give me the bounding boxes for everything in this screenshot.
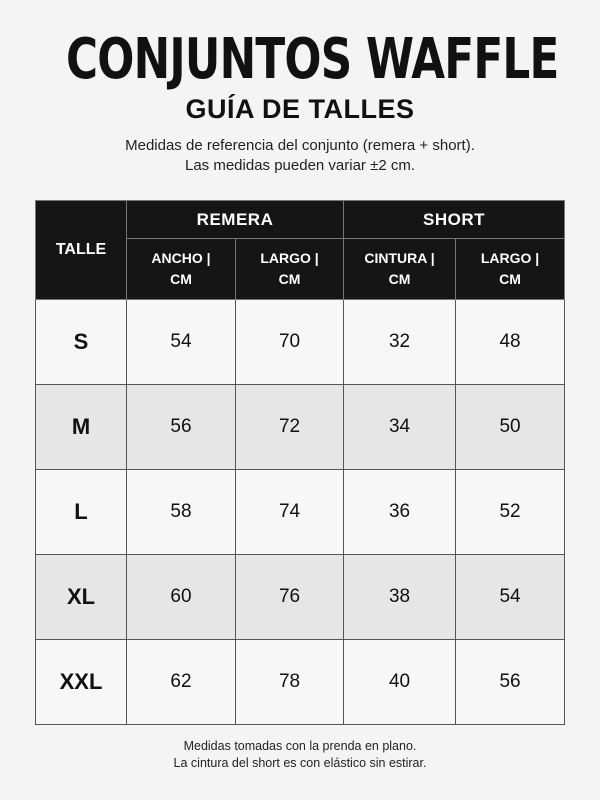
table-row [36, 385, 565, 470]
value-cell: 74 [236, 470, 344, 555]
header-group-remera: REMERA [127, 201, 344, 239]
value-cell: 40 [344, 640, 456, 725]
value-cell: 72 [236, 385, 344, 470]
description [0, 136, 600, 176]
header-largo-remera: LARGO | CM [236, 239, 344, 300]
header-group-short: SHORT [344, 201, 565, 239]
table-row [36, 555, 565, 640]
header-cintura: CINTURA | CM [344, 239, 456, 300]
footer-note-line: La cintura del short es con elástico sin estirar. [173, 756, 427, 770]
value-cell: 58 [127, 470, 236, 555]
footer-note [0, 738, 600, 772]
page-title: CONJUNTOS WAFFLE [66, 27, 559, 92]
size-cell: XL [36, 555, 127, 640]
value-cell: 52 [456, 470, 565, 555]
size-cell: M [36, 385, 127, 470]
description-line: Las medidas pueden variar ±2 cm. [184, 157, 416, 174]
table-row [36, 300, 565, 385]
value-cell: 70 [236, 300, 344, 385]
page-subtitle: GUÍA DE TALLES [185, 94, 415, 124]
size-cell: S [36, 300, 127, 385]
value-cell: 62 [127, 640, 236, 725]
value-cell: 78 [236, 640, 344, 725]
value-cell: 38 [344, 555, 456, 640]
value-cell: 76 [236, 555, 344, 640]
value-cell: 56 [456, 640, 565, 725]
value-cell: 54 [456, 555, 565, 640]
header-talle: TALLE [36, 201, 127, 300]
value-cell: 48 [456, 300, 565, 385]
header-largo-short: LARGO | CM [456, 239, 565, 300]
size-cell: XXL [36, 640, 127, 725]
header-ancho: ANCHO | CM [127, 239, 236, 300]
value-cell: 54 [127, 300, 236, 385]
size-cell: L [36, 470, 127, 555]
size-chart-table [35, 200, 565, 725]
description-line: Medidas de referencia del conjunto (remera + short). [125, 137, 475, 154]
value-cell: 56 [127, 385, 236, 470]
value-cell: 50 [456, 385, 565, 470]
value-cell: 32 [344, 300, 456, 385]
footer-note-line: Medidas tomadas con la prenda en plano. [183, 739, 417, 753]
value-cell: 60 [127, 555, 236, 640]
table-row [36, 470, 565, 555]
value-cell: 34 [344, 385, 456, 470]
table-row [36, 640, 565, 725]
value-cell: 36 [344, 470, 456, 555]
